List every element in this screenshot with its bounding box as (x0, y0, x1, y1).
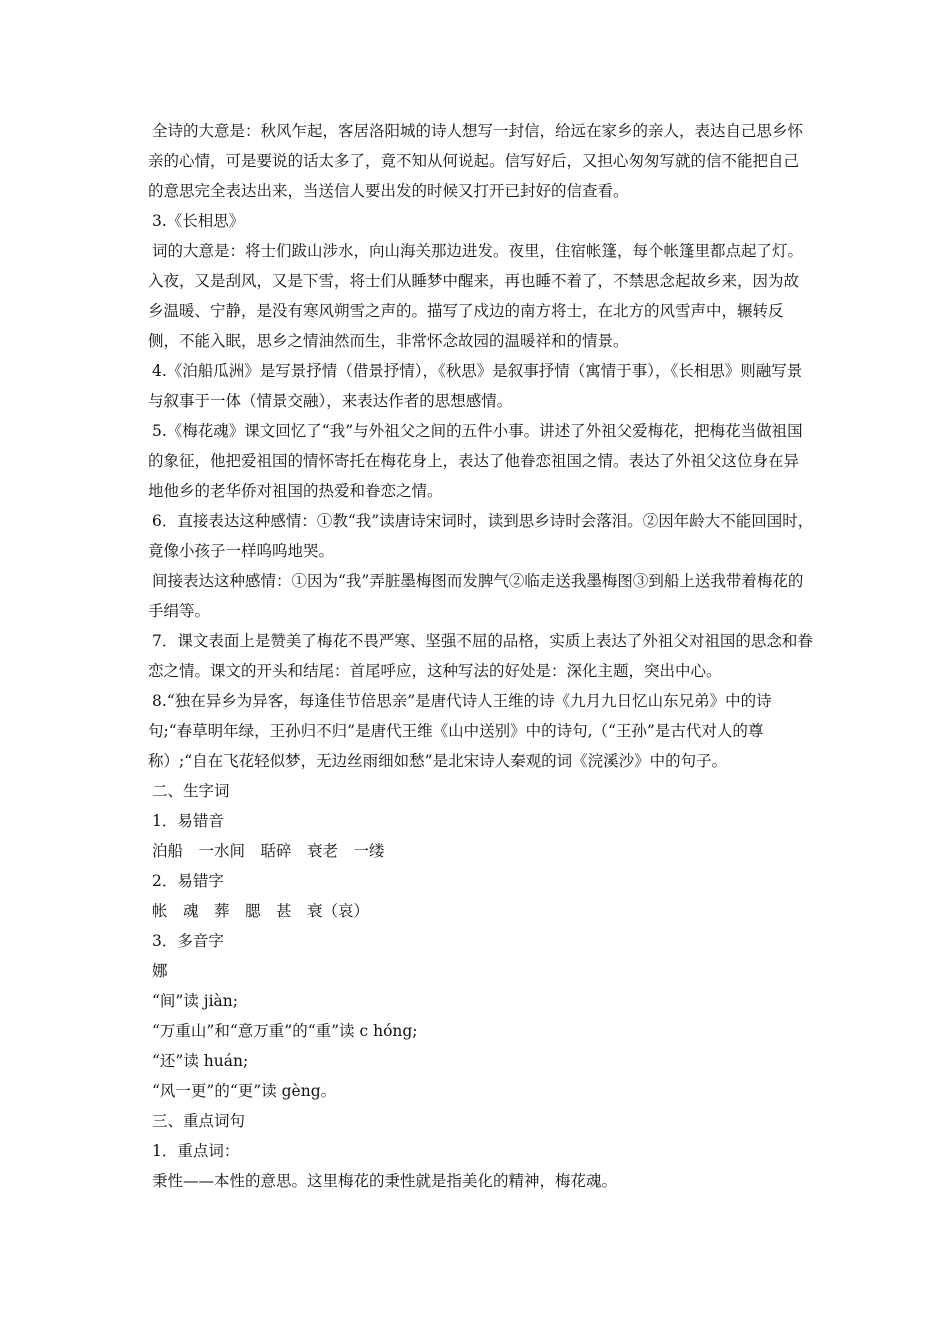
polyphonic-heading: 3．多音字 (152, 932, 224, 950)
polyphonic-chong: “万重山”和“意万重”的“重”读 c hóng; (152, 1022, 418, 1040)
polyphonic-huan: “还”读 huán; (152, 1052, 249, 1070)
document-body (148, 116, 814, 1196)
item-6-paragraph: 6．直接表达这种感情：①教“我”读唐诗宋词时，读到思乡诗时会落泪。②因年龄大不能回国时，竟像小孩子一样呜呜地哭。 (148, 512, 814, 560)
error-prone-characters-heading: 2．易错字 (152, 872, 224, 890)
item-3-heading: 3.《长相思》 (152, 212, 245, 230)
item-7-paragraph: 7．课文表面上是赞美了梅花不畏严寒、坚强不屈的品格，实质上表达了外祖父对祖国的思念和眷恋之情。课文的开头和结尾：首尾呼应，这种写法的好处是：深化主题，突出中心。 (148, 632, 813, 680)
key-word-bingxing: 秉性——本性的意思。这里梅花的秉性就是指美化的精神，梅花魂。 (152, 1172, 618, 1190)
polyphonic-jian: “间”读 jiàn; (152, 992, 238, 1010)
error-prone-pronunciation-words: 泊船 一水间 聒碎 衰老 一缕 (152, 842, 385, 860)
poem-summary-autumn-thoughts: 全诗的大意是：秋风乍起，客居洛阳城的诗人想写一封信，给远在家乡的亲人，表达自己思乡怀亲的心情，可是要说的话太多了，竟不知从何说起。信写好后，又担心匆匆写就的信不能把自己的意思完全表达出来，当送信人要出发的时候又打开已封好的信查看。 (148, 122, 804, 200)
error-prone-pronunciation-heading: 1．易错音 (152, 812, 224, 830)
polyphonic-na: 娜 (152, 962, 168, 980)
section-3-heading: 三、重点词句 (152, 1112, 246, 1130)
poem-summary-chang-xiang-si: 词的大意是：将士们跋山涉水，向山海关那边进发。夜里，住宿帐篷，每个帐篷里都点起了灯。入夜，又是刮风，又是下雪，将士们从睡梦中醒来，再也睡不着了，不禁思念起故乡来，因为故乡温暖、宁静，是没有寒风朔雪之声的。描写了戍边的南方将士，在北方的风雪声中，辗转反侧，不能入眠，思乡之情油然而生，非常怀念故园的温暖祥和的情景。 (148, 242, 804, 350)
item-4-paragraph: 4.《泊船瓜洲》是写景抒情（借景抒情），《秋思》是叙事抒情（寓情于事），《长相思》则融写景与叙事于一体（情景交融），来表达作者的思想感情。 (148, 362, 803, 410)
item-5-paragraph: 5.《梅花魂》课文回忆了“我”与外祖父之间的五件小事。讲述了外祖父爱梅花，把梅花当做祖国的象征，他把爱祖国的情怀寄托在梅花身上，表达了他眷恋祖国之情。表达了外祖父这位身在异地他乡的老华侨对祖国的热爱和眷恋之情。 (148, 422, 803, 500)
section-2-heading: 二、生字词 (152, 782, 230, 800)
item-8-paragraph: 8.“独在异乡为异客，每逢佳节倍思亲”是唐代诗人王维的诗《九月九日忆山东兄弟》中的诗句;“春草明年绿，王孙归不归”是唐代王维《山中送别》中的诗句,（“王孙”是古代对人的尊称）;“自在飞花轻似梦，无边丝雨细如愁”是北宋诗人秦观的词《浣溪沙》中的句子。 (148, 692, 772, 770)
key-words-heading: 1．重点词： (152, 1142, 240, 1160)
item-6-indirect-paragraph: 间接表达这种感情：①因为“我”弄脏墨梅图而发脾气②临走送我墨梅图③到船上送我带着梅花的手绢等。 (148, 572, 804, 620)
error-prone-characters-words: 帐 魂 葬 腮 甚 衰（哀） (152, 902, 370, 920)
polyphonic-geng: “风一更”的“更”读 gèng。 (152, 1082, 337, 1100)
